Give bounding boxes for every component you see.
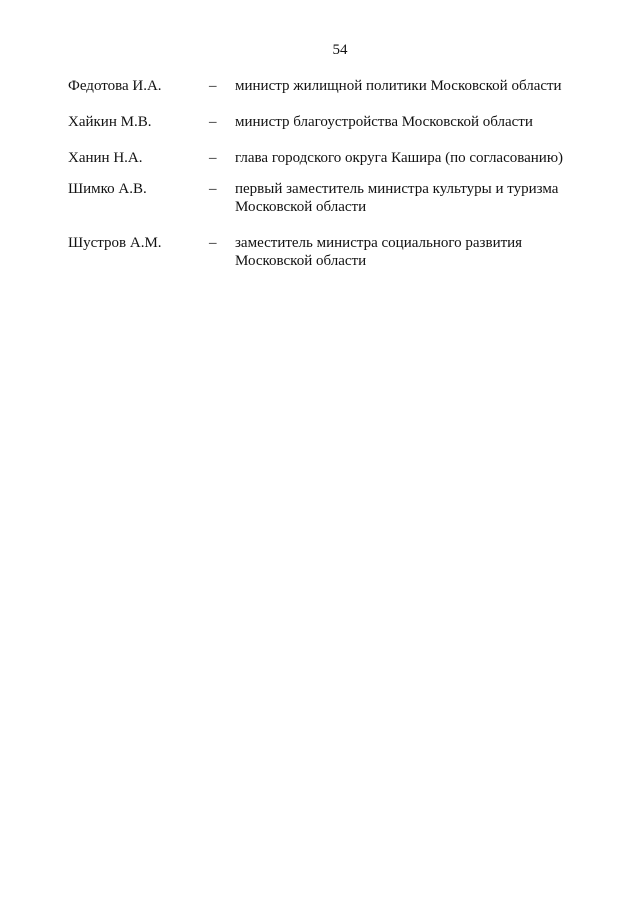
dash-separator: – (209, 114, 217, 130)
page-number: 54 (332, 42, 348, 58)
member-name: Ханин Н.А. (68, 150, 143, 166)
member-role-line: Московской области (235, 199, 367, 215)
member-name: Шимко А.В. (68, 181, 147, 197)
dash-separator: – (209, 150, 217, 166)
member-role-line: Московской области (235, 253, 367, 269)
dash-separator: – (209, 235, 217, 251)
member-role (235, 149, 595, 167)
list-item (68, 180, 588, 234)
member-role-line: глава городского округа Кашира (по согласованию) (235, 150, 564, 166)
member-name: Хайкин М.В. (68, 114, 152, 130)
list-item (68, 113, 588, 149)
member-name: Шустров А.М. (68, 235, 162, 251)
member-name: Федотова И.А. (68, 78, 162, 94)
dash-separator: – (209, 78, 217, 94)
member-role-line: заместитель министра социального развития (235, 235, 523, 251)
member-role (235, 180, 595, 216)
member-role (235, 113, 595, 131)
list-item (68, 77, 588, 113)
member-role (235, 77, 595, 95)
member-role-line: первый заместитель министра культуры и туризма (235, 181, 559, 197)
members-list (68, 77, 588, 270)
list-item (68, 234, 588, 270)
member-role-line: министр благоустройства Московской области (235, 114, 533, 130)
member-role (235, 234, 595, 270)
member-role-line: министр жилищной политики Московской области (235, 78, 562, 94)
list-item (68, 149, 588, 180)
dash-separator: – (209, 181, 217, 197)
